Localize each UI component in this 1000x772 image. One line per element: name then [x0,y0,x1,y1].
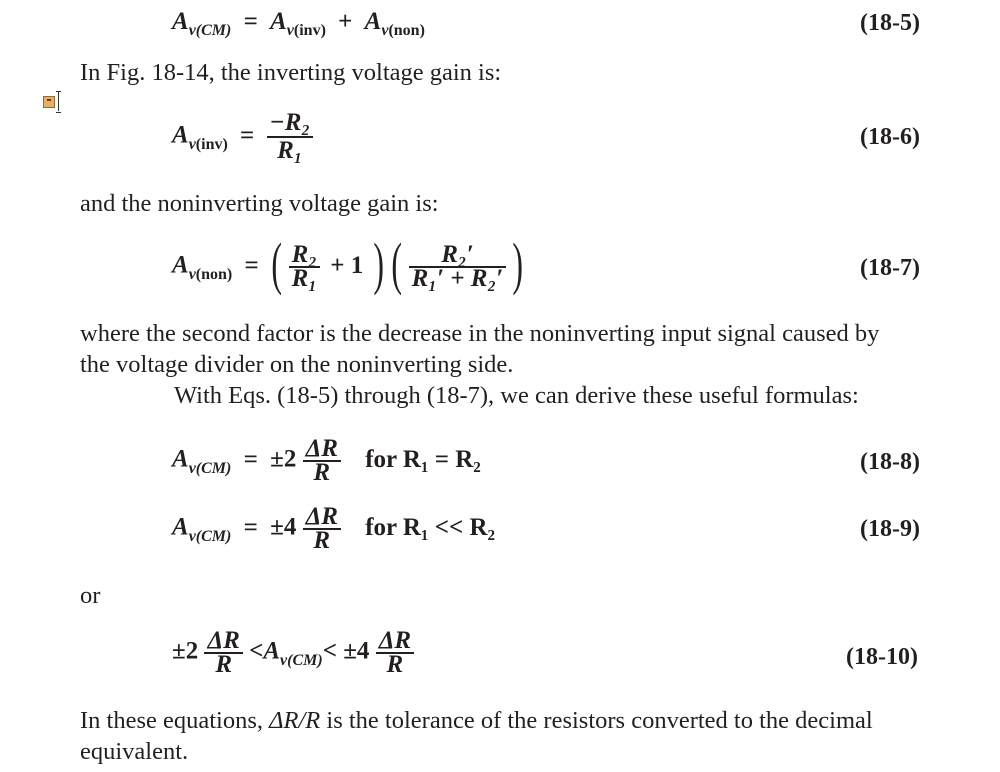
paragraph-second-factor-line1: where the second factor is the decrease in the noninverting input signal caused by [80,320,880,347]
equation-18-5: $A_{v(CM)} = A_{v(inv)} + A_{v(non)}$ [172,8,425,39]
equation-number-18-8: (18-8) [860,449,920,475]
equation-number-18-10: (18-10) [846,644,918,670]
i-beam-cursor-icon [56,91,62,111]
paragraph-useful-formulas: With Eqs. (18-5) through (18-7), we can derive these useful formulas: [174,382,859,409]
paragraph-inverting-gain: In Fig. 18-14, the inverting voltage gain is: [80,59,502,86]
equation-18-8: $A_{v(CM)} = \pm 2$ $\frac{\Delta R}{R}$ for R₁ = R₂ [172,435,481,486]
text-annotation-icon[interactable] [43,96,55,108]
equation-number-18-9: (18-9) [860,516,920,542]
equation-18-9: $A_{v(CM)} = \pm 4$ $\frac{\Delta R}{R}$ for R₁ << R₂ [172,503,496,554]
paragraph-second-factor-line2: the voltage divider on the noninverting side. [80,351,514,378]
equation-18-10: ±2 $\frac{\Delta R}{R}$ $<A_{v(CM)}< \pm 4$ $\frac{\Delta R}{R}$ [172,630,414,676]
fraction-divider: $\frac{\text{R₂′}}{\text{R₁′ + R₂′}}$ [409,244,507,290]
paragraph-noninverting-gain: and the noninverting voltage gain is: [80,190,439,217]
equation-18-6: $A_{v(inv)}$ = $\frac{\text{−R₂}}{\text{R₁}}$ [172,110,313,164]
equation-number-18-5: (18-5) [860,10,920,36]
fraction-r2-over-r1-b: $\frac{\text{R₂}}{\text{R₁}}$ [289,244,320,290]
fraction-r2-over-r1: $\frac{\text{−R₂}}{\text{R₁}}$ [267,110,314,164]
paragraph-tolerance-line1: In these equations, ΔR/R is the tolerance of the resistors converted to the decimal [80,707,873,734]
equation-number-18-6: (18-6) [860,124,920,150]
equation-number-18-7: (18-7) [860,255,920,281]
paragraph-tolerance-line2: equivalent. [80,738,189,765]
paragraph-or: or [80,582,101,609]
equation-18-7: $A_{v(non)}$ = ( $\frac{\text{R₂}}{\text{R₁}}$ + 1 ) ( $\frac{\text{R₂′}}{\text{R₁′ + R₂′}}$ ) [172,231,524,296]
